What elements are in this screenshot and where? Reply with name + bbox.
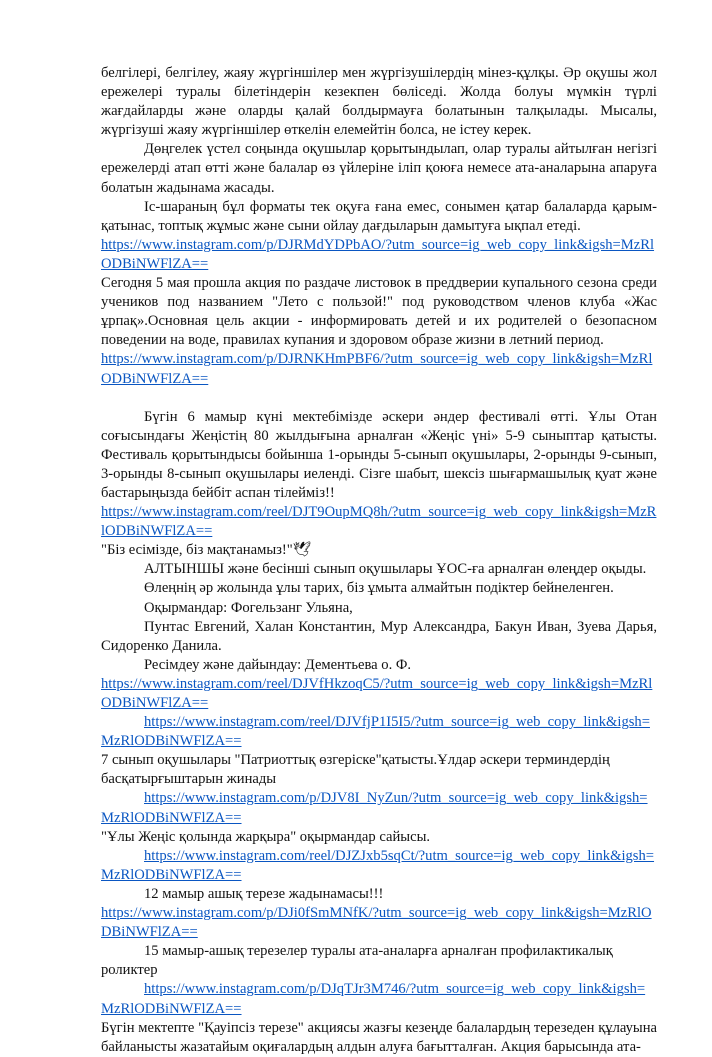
paragraph-readers: Оқырмандар: Фогельзанг Ульяна,: [144, 599, 353, 616]
paragraph-reader-names: Пунтас Евгений, Халан Константин, Мур Александра, Бакун Иван, Зуева Дарья, Сидоренко Данила.: [101, 618, 657, 654]
instagram-link[interactable]: https://www.instagram.com/reel/DJZJxb5sqCt/?utm_source=ig_web_copy_link&igsh=MzRlODBiNWFlZA==: [101, 847, 655, 883]
instagram-link[interactable]: https://www.instagram.com/p/DJRMdYDPbAO/?utm_source=ig_web_copy_link&igsh=MzRlODBiNWFlZA==: [101, 236, 655, 272]
paragraph-military-songs-festival: Бүгін 6 мамыр күні мектебімізде әскери әндер фестивалі өтті. Ұлы Отан соғысындағы Жеңістің 80 жылдығына арналған «Жеңіс үні» 5-9 сыныптар қатысты. Фестиваль қорытындысы бойынша 1-орынды 5-сынып оқушылары, 2-орынды 9-сынып, 3-орынды 8-сынып оқушылары иеленді. Сізге шабыт, шексіз шығармашылық қуат және бастарыңызда бейбіт аспан тілейміз!!: [101, 408, 657, 501]
paragraph-preventive-videos: 15 мамыр-ашық терезелер туралы ата-аналарға арналған профилактикалық роликтер: [101, 943, 613, 979]
paragraph-safe-window-action: Бүгін мектепте "Қауіпсіз терезе" акциясы жазғы кезеңде балалардың терезеден құлауына байланысты жазатайым оқиғалардың алдын алуға бағытталған. Акция барысында ата-: [101, 1019, 657, 1055]
instagram-link[interactable]: https://www.instagram.com/p/DJRNKHmPBF6/?utm_source=ig_web_copy_link&igsh=MzRlODBiNWFlZA==: [101, 351, 653, 387]
paragraph-poems: АЛТЫНШЫ және бесінші сынып оқушылары ҰОС-ға арналған өлеңдер оқыды.: [144, 561, 647, 578]
instagram-link[interactable]: https://www.instagram.com/reel/DJVfjP1I5I5/?utm_source=ig_web_copy_link&igsh=MzRlODBiNWFlZA==: [101, 714, 650, 750]
paragraph-leaflet-action: Сегодня 5 мая прошла акция по раздаче листовок в преддверии купального сезона среди учеников под названием "Лето с пользой!" под руководством членов клуба «Жас ұрпақ».Основная цель акции - информировать детей и их родителей о безопасном поведении на воде, правилах купания и здоровом образе жизни в летний период.: [101, 275, 657, 349]
instagram-link[interactable]: https://www.instagram.com/reel/DJVfHkzoqC5/?utm_source=ig_web_copy_link&igsh=MzRlODBiNWFlZA==: [101, 675, 653, 711]
instagram-link[interactable]: https://www.instagram.com/p/DJV8I_NyZun/?utm_source=ig_web_copy_link&igsh=MzRlODBiNWFlZA==: [101, 790, 648, 826]
instagram-link[interactable]: https://www.instagram.com/reel/DJT9OupMQ8h/?utm_source=ig_web_copy_link&igsh=MzRlODBiNWFlZA==: [101, 504, 657, 540]
paragraph-open-window-memo: 12 мамыр ашық терезе жадынамасы!!!: [144, 885, 384, 902]
paragraph-round-table: Дөңгелек үстел соңында оқушылар қорытындылап, олар туралы айтылған негізгі ережелерді атап өтті және балалар өз үйлеріне іліп қоюға немесе ата-аналарына апаруға болатын жадынама жасады.: [101, 141, 657, 196]
instagram-link[interactable]: https://www.instagram.com/p/DJi0fSmMNfK/?utm_source=ig_web_copy_link&igsh=MzRlODBiNWFlZA==: [101, 905, 652, 941]
paragraph-traffic-rules: белгілері, белгілеу, жаяу жүргіншілер мен жүргізушілердің мінез-құлқы. Әр оқушы жол ережелері туралы білетіндерін кезекпен бөліседі. Жолда болуы мүмкін түрлі жағдайларды және оларды қалай болдырмауға болатынын талқылады. Мысалы, жүргізуші жаяу жүргіншілер өткелін елемейтін болса, не істеу керек.: [101, 65, 657, 139]
instagram-link[interactable]: https://www.instagram.com/p/DJqTJr3M746/?utm_source=ig_web_copy_link&igsh=MzRlODBiNWFlZA==: [101, 981, 646, 1017]
paragraph-event-format: Іс-шараның бұл форматы тек оқуға ғана емес, сонымен қатар балаларда қарым-қатынас, топтық жұмыс және сыни ойлау дағдыларын дамытуға ықпал етеді.: [101, 198, 657, 234]
paragraph-poem-lines: Өлеңнің әр жолында ұлы тарих, біз ұмыта алмайтын подіктер бейнеленген.: [144, 580, 614, 597]
paragraph-patriotic-change: 7 сынып оқушылары "Патриоттық өзгеріске"қатысты.Ұлдар әскери терминдердің басқатырғыштарын жинады: [101, 752, 610, 788]
paragraph-prepared-by: Ресімдеу және дайындау: Дементьева о. Ф.: [144, 656, 412, 673]
paragraph-we-remember: "Біз есімізде, біз мақтанамыз!"🕊: [101, 542, 312, 559]
paragraph-readers-contest: "Ұлы Жеңіс қолында жарқыра" оқырмандар сайысы.: [101, 828, 431, 845]
blank-line: [101, 389, 657, 408]
